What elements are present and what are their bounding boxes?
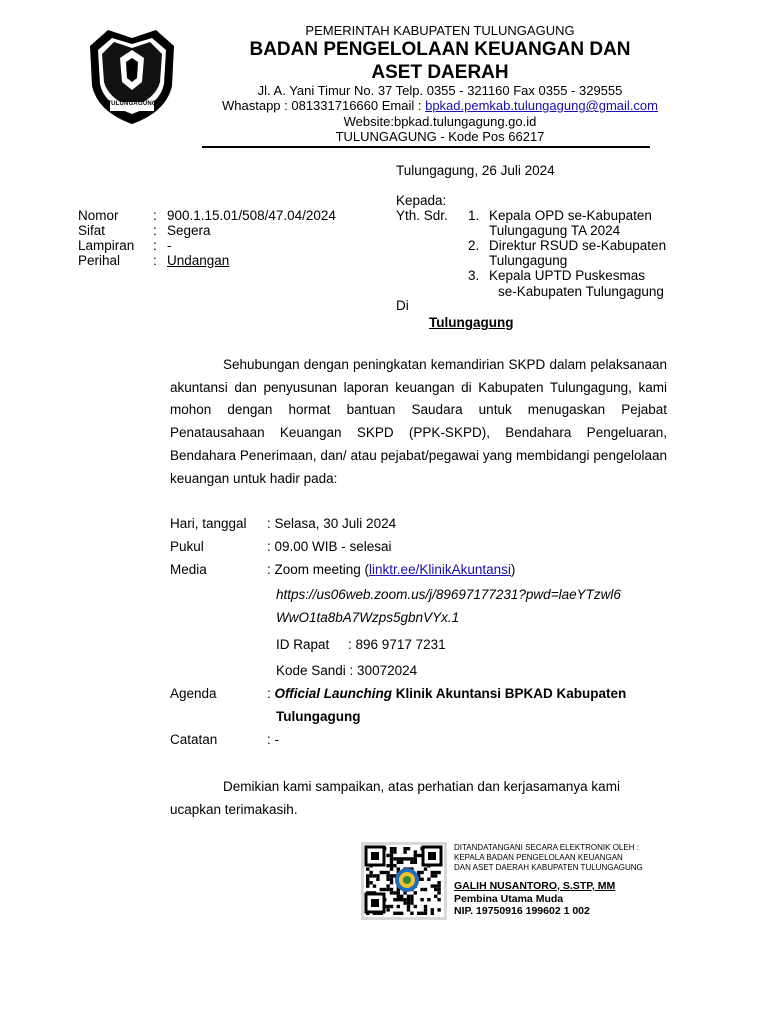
- logo-caption: TULUNGAGUNG: [107, 101, 157, 107]
- recipient-3-line1: Kepala UPTD Puskesmas: [489, 268, 646, 283]
- body-paragraph: Sehubungan dengan peningkatan kemandirian SKPD dalam pelaksanaan akuntansi dan penyusunan laporan keuangan di Kabupaten Tulungagung, kami mohon dengan hormat bantuan Saudara untuk menugaskan Pejabat Penatausahaan Keuangan SKPD (PPK-SKPD), Bendahara Pengeluaran, Bendahara Penerimaan, dan/ atau pejabat/pegawai yang membidangi pengelolaan keuangan untuk hadir pada:: [170, 357, 667, 486]
- sig-line3: DAN ASET DAERAH KABUPATEN TULUNGAGUNG: [454, 863, 643, 872]
- sig-name: GALIH NUSANTORO, S.STP, MM: [454, 880, 616, 892]
- header-address: Jl. A. Yani Timur No. 37 Telp. 0355 - 321160 Fax 0355 - 329555: [257, 83, 623, 98]
- signature-text: [454, 843, 694, 917]
- recipient-2-line1: Direktur RSUD se-Kabupaten: [489, 238, 667, 253]
- detail-hari-value: : Selasa, 30 Juli 2024: [267, 516, 397, 531]
- detail-hari-label: Hari, tanggal: [170, 516, 247, 531]
- recipient-1-num: 1.: [468, 208, 480, 223]
- header-agency-line1: BADAN PENGELOLAAN KEUANGAN DAN: [249, 39, 631, 60]
- recipient-1-line2: Tulungagung TA 2024: [489, 223, 621, 238]
- sig-line1: DITANDATANGANI SECARA ELEKTRONIK OLEH :: [454, 843, 639, 852]
- header-agency: [210, 38, 670, 84]
- sig-rank: Pembina Utama Muda: [454, 893, 564, 905]
- kepada-label: Kepada:: [396, 193, 447, 208]
- detail-catatan-value: : -: [267, 732, 279, 747]
- yth-label: Yth. Sdr.: [396, 208, 448, 223]
- meta-lampiran-label: Lampiran: [78, 238, 135, 253]
- header-government: PEMERINTAH KABUPATEN TULUNGAGUNG: [305, 23, 575, 38]
- meta-perihal-colon: :: [153, 253, 157, 268]
- zoom-url-line1[interactable]: https://us06web.zoom.us/j/89697177231?pwd=laeYTzwl6: [276, 587, 621, 602]
- media-prefix: : Zoom meeting (: [267, 562, 370, 577]
- meta-lampiran-value: -: [167, 238, 172, 253]
- di-place: Tulungagung: [429, 315, 514, 330]
- zoom-url-line2[interactable]: WwO1ta8bA7Wzps5gbnVYx.1: [276, 610, 460, 625]
- detail-agenda-value: [267, 686, 626, 701]
- header-citypost: TULUNGAGUNG - Kode Pos 66217: [335, 129, 545, 144]
- header-website: Website:bpkad.tulungagung.go.id: [343, 114, 537, 129]
- place-date: Tulungagung, 26 Juli 2024: [396, 163, 555, 178]
- sig-line2: KEPALA BADAN PENGELOLAAN KEUANGAN: [454, 853, 623, 862]
- agenda-rest: Klinik Akuntansi BPKAD Kabupaten: [392, 686, 627, 701]
- meta-nomor-label: Nomor: [78, 208, 119, 223]
- detail-agenda-label: Agenda: [170, 686, 217, 701]
- agenda-line2: Tulungagung: [276, 709, 361, 724]
- linktree-link[interactable]: linktr.ee/KlinikAkuntansi: [369, 562, 511, 577]
- regency-logo: [80, 24, 184, 128]
- sig-nip: NIP. 19750916 199602 1 002: [454, 905, 590, 917]
- meta-sifat-label: Sifat: [78, 223, 106, 238]
- qr-code-icon: [361, 842, 447, 920]
- recipient-1-line1: Kepala OPD se-Kabupaten: [489, 208, 652, 223]
- recipient-2-line2: Tulungagung: [489, 253, 568, 268]
- meta-lampiran-colon: :: [153, 238, 157, 253]
- header-agency-line2: ASET DAERAH: [371, 62, 509, 83]
- recipient-3-num: 3.: [468, 268, 480, 283]
- detail-pukul-label: Pukul: [170, 539, 204, 554]
- header-email-link[interactable]: bpkad.pemkab.tulungagung@gmail.com: [425, 98, 658, 113]
- meta-perihal-label: Perihal: [78, 253, 121, 268]
- media-suffix: ): [510, 562, 516, 577]
- meta-nomor-value: 900.1.15.01/508/47.04/2024: [167, 208, 336, 223]
- meta-sifat-colon: :: [153, 223, 157, 238]
- agenda-italic: Official Launching: [274, 686, 393, 701]
- detail-media-label: Media: [170, 562, 207, 577]
- detail-media-value: [267, 562, 515, 577]
- zoom-meeting-id: ID Rapat : 896 9717 7231: [276, 637, 446, 652]
- detail-catatan-label: Catatan: [170, 732, 218, 747]
- header-rule: [202, 146, 650, 148]
- meta-nomor-colon: :: [153, 208, 157, 223]
- detail-pukul-value: : 09.00 WIB - selesai: [267, 539, 392, 554]
- signature-stamp-area: [361, 842, 447, 920]
- meta-perihal-value: Undangan: [167, 253, 230, 268]
- agenda-colon: :: [267, 686, 275, 701]
- meta-sifat-value: Segera: [167, 223, 211, 238]
- recipient-3-line2: se-Kabupaten Tulungagung: [498, 284, 664, 299]
- header-contact: [200, 98, 680, 113]
- closing-paragraph: Demikian kami sampaikan, atas perhatian dan kerjasamanya kami ucapkan terimakasih.: [170, 779, 620, 817]
- header-contact-prefix: Whastapp : 081331716660 Email :: [222, 98, 426, 113]
- recipient-2-num: 2.: [468, 238, 480, 253]
- di-label: Di: [396, 298, 409, 313]
- zoom-passcode: Kode Sandi : 30072024: [276, 663, 418, 678]
